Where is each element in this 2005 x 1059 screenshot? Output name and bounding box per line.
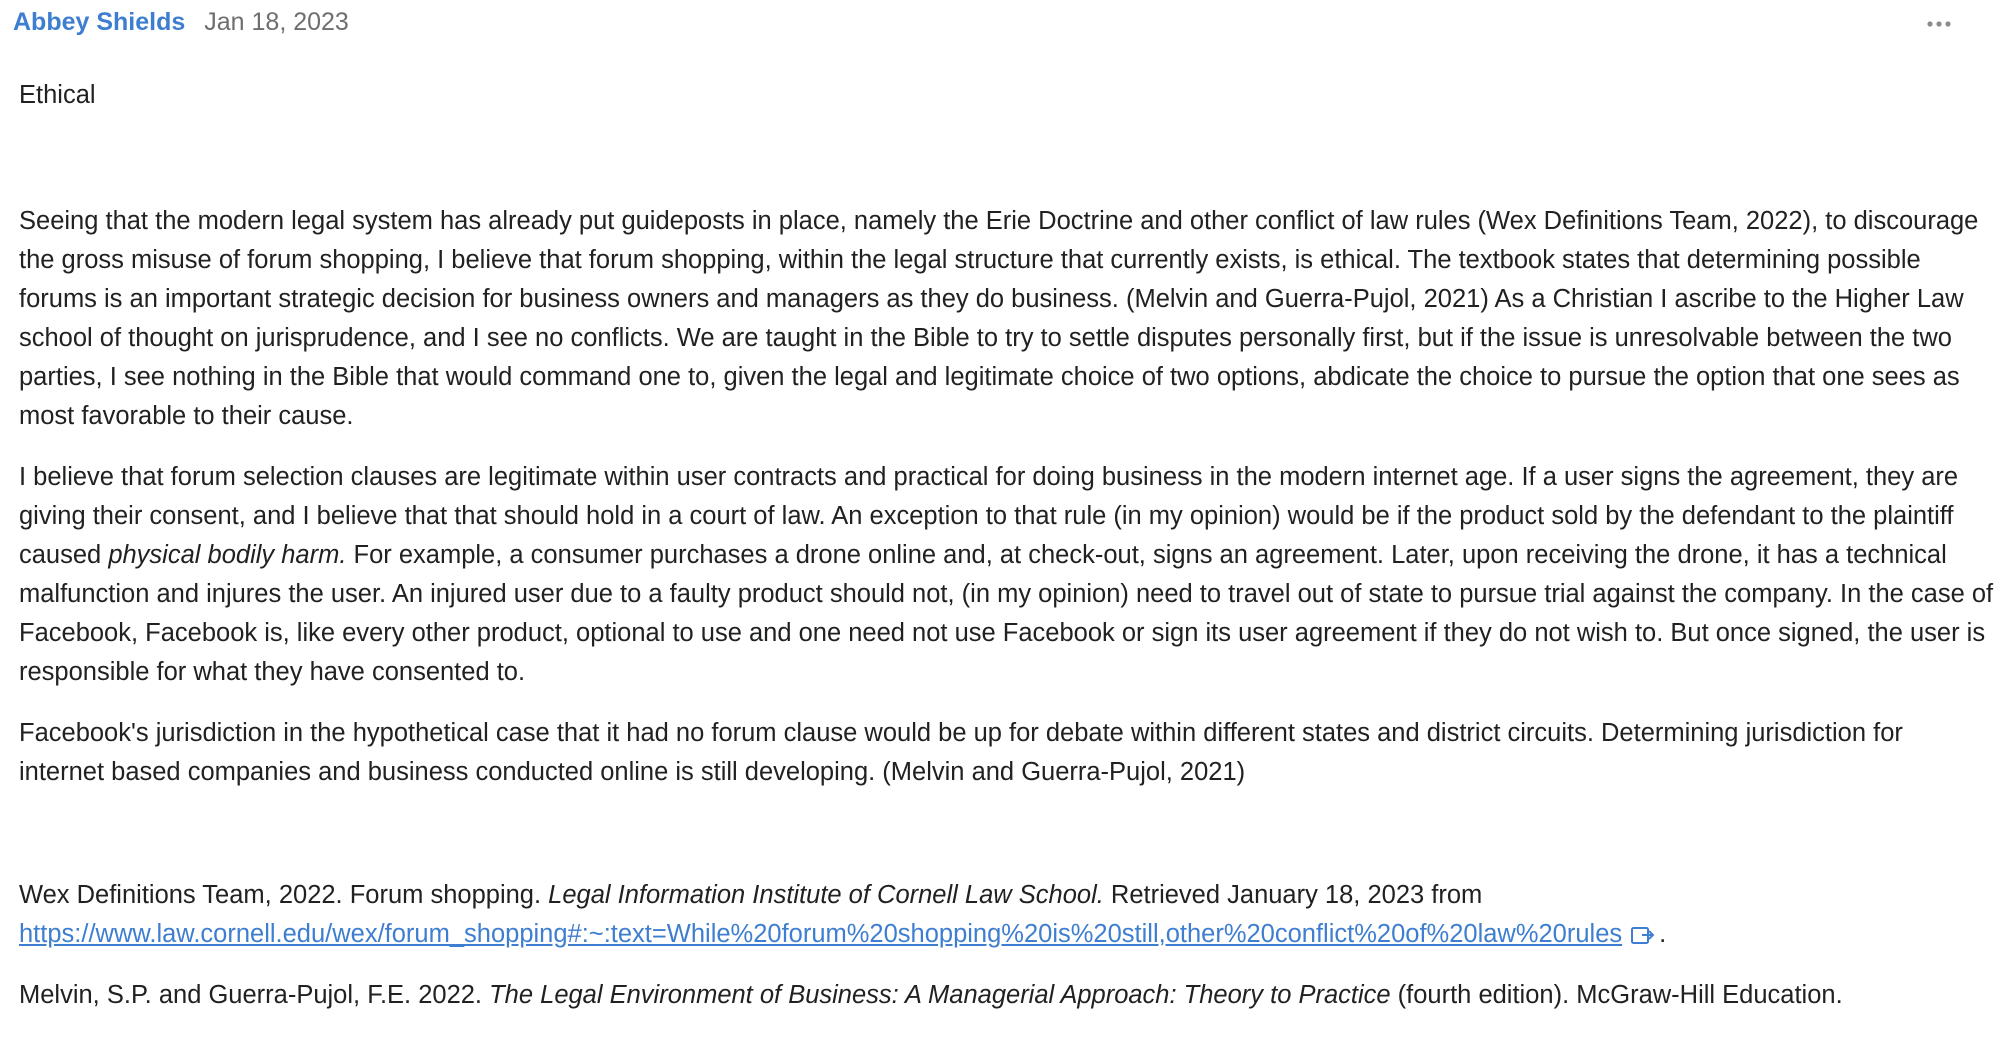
post-header: [13, 4, 349, 40]
reference-1-end: .: [1659, 920, 1667, 948]
reference-1-source: Legal Information Institute of Cornell Law School.: [548, 881, 1104, 909]
more-options-button[interactable]: [1920, 12, 1958, 36]
reference-1-text-b: Retrieved January 18, 2023 from: [1103, 881, 1483, 909]
reference-1: [19, 876, 1994, 954]
reference-1-text-a: Wex Definitions Team, 2022. Forum shopping.: [19, 881, 549, 909]
paragraph-2-text-b: For example, a consumer purchases a drone online and, at check-out, signs an agreement. Later, upon receiving the drone, it has a technical malfunction and injures the user. An injured user due to a faulty product should not, (in my opinion) need to travel out of state to pursue trial against the company. In the case of Facebook, Facebook is, like every other product, optional to use and one need not use Facebook or sign its user agreement if they do not wish to. But once signed, the user is responsible for what they have consented to.: [19, 541, 1994, 686]
reference-2: [19, 976, 1994, 1015]
post-body: [19, 76, 1994, 1015]
author-name-link[interactable]: Abbey Shields: [13, 7, 186, 36]
reference-2-text-b: (fourth edition). McGraw-Hill Education.: [1390, 981, 1843, 1009]
post-date: Jan 18, 2023: [204, 7, 349, 36]
paragraph-2: [19, 458, 1994, 692]
reference-2-text-a: Melvin, S.P. and Guerra-Pujol, F.E. 2022.: [19, 981, 490, 1009]
paragraph-1: Seeing that the modern legal system has already put guideposts in place, namely the Erie Doctrine and other conflict of law rules (Wex Definitions Team, 2022), to discourage the gross misuse of forum shopping, I believe that forum shopping, within the legal structure that currently exists, is ethical. The textbook states that determining possible forums is an important strategic decision for business owners and managers as they do business. (Melvin and Guerra-Pujol, 2021) As a Christian I ascribe to the Higher Law school of thought on jurisprudence, and I see no conflicts. We are taught in the Bible to try to settle disputes personally first, but if the issue is unresolvable between the two parties, I see nothing in the Bible that would command one to, given the legal and legitimate choice of two options, abdicate the choice to pursue the option that one sees as most favorable to their cause.: [19, 207, 1979, 430]
paragraph-2-emphasis: physical bodily harm.: [108, 541, 347, 569]
paragraph-3: Facebook's jurisdiction in the hypothetical case that it had no forum clause would be up for debate within different states and district circuits. Determining jurisdiction for internet based companies and business conducted online is still developing. (Melvin and Guerra-Pujol, 2021): [19, 719, 1903, 786]
post-title-text: Ethical: [19, 81, 96, 109]
external-link-icon: [1630, 924, 1656, 946]
paragraph-2-text-a: I believe that forum selection clauses are legitimate within user contracts and practical for doing business in the modern internet age. If a user signs the agreement, they are giving their consent, and I believe that that should hold in a court of law. An exception to that rule (in my opinion) would be if the product sold by the defendant to the plaintiff caused: [19, 463, 1959, 569]
reference-1-url: https://www.law.cornell.edu/wex/forum_shopping#:~:text=While%20forum%20shopping%20is%20still,other%20conflict%20of%20law%20rules: [19, 920, 1623, 948]
more-horizontal-icon: [1926, 20, 1952, 28]
reference-2-book-title: The Legal Environment of Business: A Managerial Approach: Theory to Practice: [489, 981, 1391, 1009]
reference-1-link[interactable]: [19, 920, 1659, 948]
